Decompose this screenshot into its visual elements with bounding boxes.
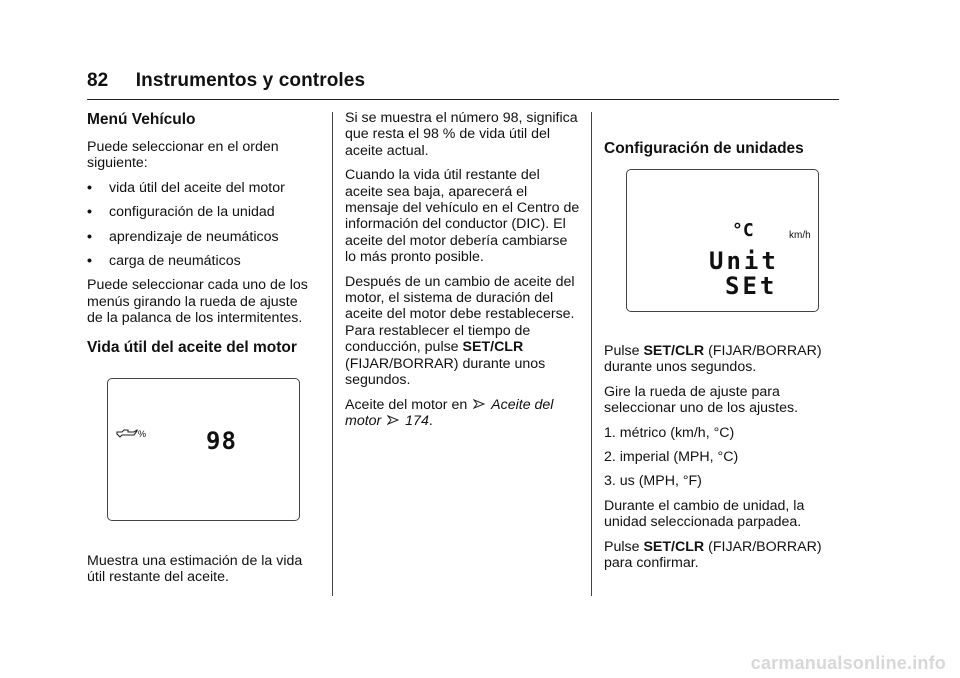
- menu-instructions: Puede seleccionar cada uno de los menús girando la rueda de ajuste de la palanca de los intermitentes.: [87, 277, 308, 327]
- percent-label: %: [138, 429, 147, 439]
- oil-can-icon: [116, 428, 138, 440]
- reference-page[interactable]: 174: [405, 412, 429, 429]
- set-clr-label: SET/CLR: [643, 538, 705, 555]
- list-item: [87, 253, 317, 269]
- heading-menu-vehiculo: Menú Vehículo: [87, 111, 196, 128]
- watermark: carmanualsonline.info: [750, 653, 946, 673]
- paragraph: [604, 343, 840, 376]
- list-item: [87, 204, 317, 220]
- heading-oil-life: Vida útil del aceite del motor: [87, 338, 297, 356]
- text-span: (FIJAR/BORRAR) durante unos segundos.: [604, 343, 822, 376]
- intro-text: Puede seleccionar en el orden siguiente:: [87, 139, 279, 172]
- set-clr-label: SET/CLR: [462, 339, 524, 356]
- option-item: 3. us (MPH, °F): [604, 473, 702, 490]
- speed-unit-label: km/h: [789, 230, 811, 241]
- column-3-heading: [604, 140, 840, 168]
- page-header: [87, 70, 365, 92]
- text-span: Pulse: [604, 343, 640, 359]
- reference-arrow-icon: [473, 398, 485, 410]
- column-divider: [332, 112, 333, 596]
- paragraph: [345, 274, 581, 389]
- set-text: SEt: [725, 272, 778, 300]
- paragraph: Durante el cambio de unidad, la unidad seleccionada parpadea.: [604, 497, 805, 531]
- option-item: 1. métrico (km/h, °C): [604, 424, 735, 441]
- text-span: Aceite del motor en: [345, 396, 468, 413]
- oil-life-display: [107, 378, 300, 521]
- header-rule: [87, 99, 839, 100]
- paragraph: Gire la rueda de ajuste para seleccionar uno de los ajustes.: [604, 383, 799, 417]
- set-clr-label: SET/CLR: [643, 343, 705, 359]
- column-1: [87, 111, 317, 367]
- unit-text: Unit: [709, 247, 779, 275]
- page-number: 82: [87, 70, 109, 91]
- bullet-symbol: •: [87, 228, 92, 245]
- reference-link[interactable]: Aceite del motor: [345, 396, 554, 429]
- bullet-symbol: •: [87, 253, 92, 270]
- oil-life-caption: [87, 553, 317, 594]
- bullet-symbol: •: [87, 179, 92, 196]
- celsius-indicator: °C: [732, 220, 754, 241]
- paragraph: [604, 539, 840, 572]
- cross-reference: [345, 397, 581, 430]
- list-item-text: aprendizaje de neumáticos: [109, 228, 279, 245]
- caption-text: Muestra una estimación de la vida útil restante del aceite.: [87, 553, 303, 586]
- list-item: [87, 229, 317, 245]
- paragraph: Cuando la vida útil restante del aceite sea baja, aparecerá el mensaje del vehículo en el Centro de información del conductor (DIC). El aceite del motor debería cambiarse lo más pronto posible.: [345, 167, 580, 266]
- list-item-text: configuración de la unidad: [109, 204, 275, 221]
- text-span: (FIJAR/BORRAR) durante unos segundos.: [345, 355, 546, 389]
- option-item: 2. imperial (MPH, °C): [604, 449, 739, 466]
- text-span: .: [428, 412, 433, 429]
- section-title: Instrumentos y controles: [135, 70, 366, 91]
- list-item-text: carga de neumáticos: [109, 253, 241, 270]
- oil-life-value: 98: [206, 427, 237, 455]
- bullet-symbol: •: [87, 204, 92, 221]
- paragraph: Si se muestra el número 98, significa que resta el 98 % de vida útil del aceite actual.: [345, 110, 578, 159]
- column-2: [345, 110, 581, 437]
- text-span: (FIJAR/BORRAR) para confirmar.: [604, 538, 822, 572]
- column-3: [604, 343, 840, 579]
- column-divider: [591, 112, 592, 596]
- text-span: Pulse: [604, 538, 640, 555]
- reference-arrow-icon: [387, 414, 399, 426]
- list-item-text: vida útil del aceite del motor: [109, 179, 285, 196]
- heading-unit-config: Configuración de unidades: [604, 140, 804, 157]
- text-span: Después de un cambio de aceite del motor, el sistema de duración del aceite del motor debe restablecerse. Para restablecer el tiempo de conducción, pulse: [345, 273, 575, 356]
- list-item: [87, 180, 317, 196]
- unit-settings-display: [626, 169, 819, 312]
